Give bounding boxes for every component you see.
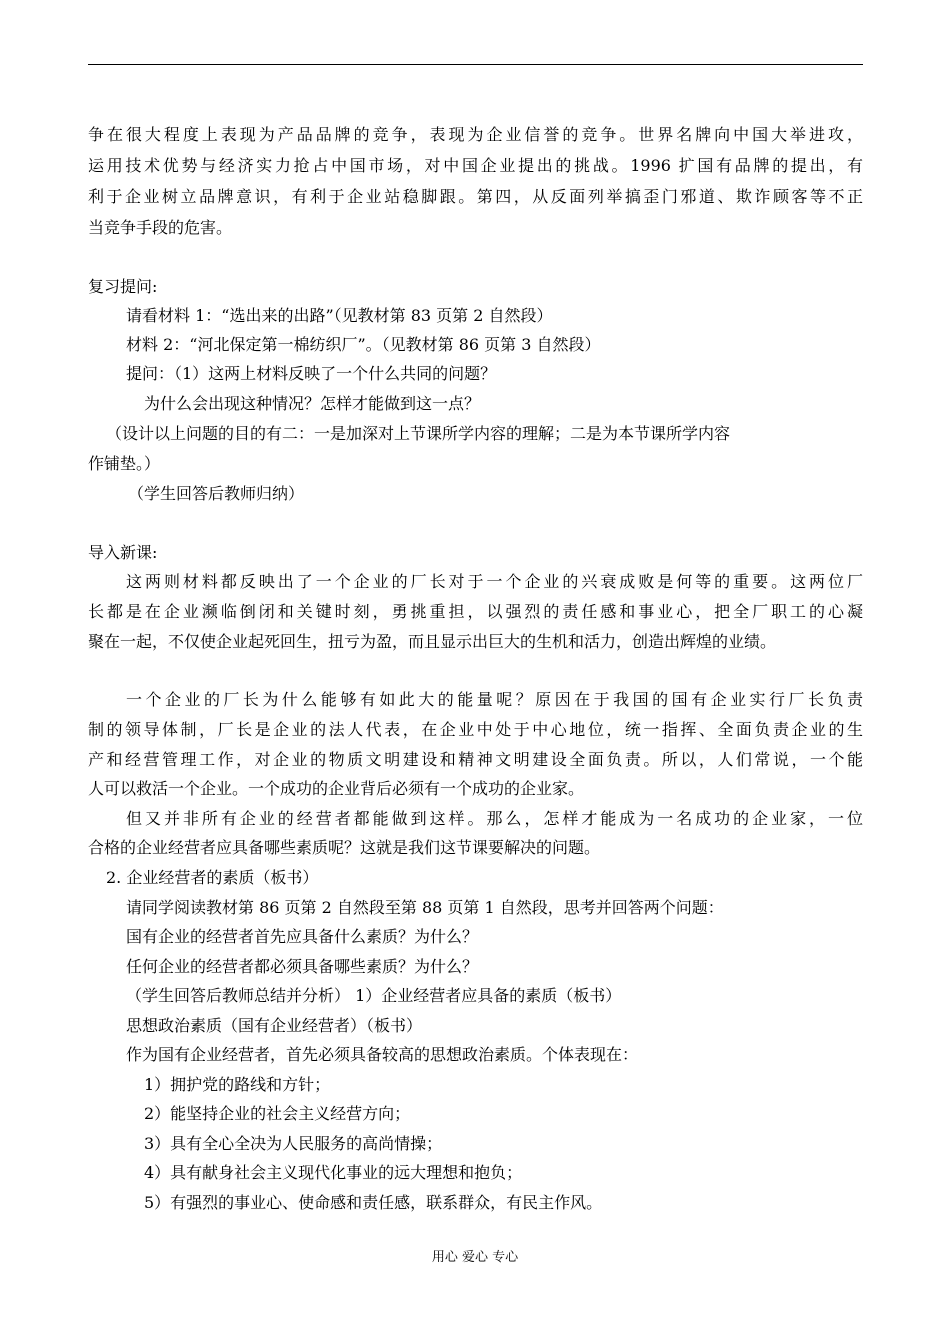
review-material-1: 请看材料 1：“选出来的出路”（见教材第 83 页第 2 自然段） <box>126 306 553 325</box>
header-rule <box>88 64 863 65</box>
list-item: 3）具有全心全决为人民服务的高尚情操； <box>144 1134 443 1153</box>
review-material-2: 材料 2：“河北保定第一棉纺织厂”。（见教材第 86 页第 3 自然段） <box>126 335 601 354</box>
intro-line: 产和经营管理工作，对企业的物质文明建设和精神文明建设全面负责。所以，人们常说，一个能 <box>88 750 863 769</box>
list-item: 2）能坚持企业的社会主义经营方向； <box>144 1104 411 1123</box>
review-purpose-line: （设计以上问题的目的有二：一是加深对上节课所学内容的理解；二是为本节课所学内容 <box>106 424 731 443</box>
section2-question-2: 任何企业的经营者都必须具备哪些素质？为什么？ <box>126 957 479 976</box>
review-purpose-line: 作铺垫。） <box>88 454 161 473</box>
list-item: 1）拥护党的路线和方针； <box>144 1075 331 1094</box>
review-question-2: 为什么会出现这种情况？怎样才能做到这一点？ <box>144 394 481 413</box>
review-summary: （学生回答后教师归纳） <box>128 484 305 503</box>
intro-line: 聚在一起，不仅使企业起死回生，扭亏为盈，而且显示出巨大的生机和活力，创造出辉煌的业绩。 <box>88 632 777 651</box>
review-question-1: 提问：（1）这两上材料反映了一个什么共同的问题？ <box>126 364 497 383</box>
intro-line: 长都是在企业濒临倒闭和关键时刻，勇挑重担，以强烈的责任感和事业心，把全厂职工的心凝 <box>88 602 863 621</box>
intro-line: 但又并非所有企业的经营者都能做到这样。那么，怎样才能成为一名成功的企业家，一位 <box>126 809 863 828</box>
body-line: 运用技术优势与经济实力抢占中国市场，对中国企业提出的挑战。1996 扩国有品牌的提出，有 <box>88 156 863 175</box>
section-heading-qualities: 2. 企业经营者的素质（板书） <box>106 868 319 887</box>
section2-summary: （学生回答后教师总结并分析） 1）企业经营者应具备的素质（板书） <box>126 986 622 1005</box>
body-line: 利于企业树立品牌意识，有利于企业站稳脚跟。第四，从反面列举搞歪门邪道、欺诈顾客等不正 <box>88 187 863 206</box>
section2-lead: 作为国有企业经营者，首先必须具备较高的思想政治素质。个体表现在： <box>126 1045 639 1064</box>
section2-task: 请同学阅读教材第 86 页第 2 自然段至第 88 页第 1 自然段，思考并回答两个问题： <box>126 898 724 917</box>
section2-question-1: 国有企业的经营者首先应具备什么素质？为什么？ <box>126 927 479 946</box>
list-item: 4）具有献身社会主义现代化事业的远大理想和抱负； <box>144 1163 523 1182</box>
section2-subheading: 思想政治素质（国有企业经营者）（板书） <box>126 1016 423 1035</box>
list-item: 5）有强烈的事业心、使命感和责任感，联系群众，有民主作风。 <box>144 1193 603 1212</box>
body-line: 争在很大程度上表现为产品品牌的竞争，表现为企业信誉的竞争。世界名牌向中国大举进攻， <box>88 125 863 144</box>
intro-line: 这两则材料都反映出了一个企业的厂长对于一个企业的兴衰成败是何等的重要。这两位厂 <box>126 572 863 591</box>
intro-line: 一个企业的厂长为什么能够有如此大的能量呢？原因在于我国的国有企业实行厂长负责 <box>126 690 863 709</box>
intro-line: 人可以救活一个企业。一个成功的企业背后必须有一个成功的企业家。 <box>88 779 585 798</box>
section-heading-intro: 导入新课: <box>88 543 158 562</box>
page-footer: 用心 爱心 专心 <box>431 1250 519 1265</box>
intro-line: 制的领导体制，厂长是企业的法人代表，在企业中处于中心地位，统一指挥、全面负责企业的生 <box>88 720 863 739</box>
body-line: 当竞争手段的危害。 <box>88 218 233 237</box>
intro-line: 合格的企业经营者应具备哪些素质呢？这就是我们这节课要解决的问题。 <box>88 838 601 857</box>
section-heading-review: 复习提问: <box>88 277 158 296</box>
